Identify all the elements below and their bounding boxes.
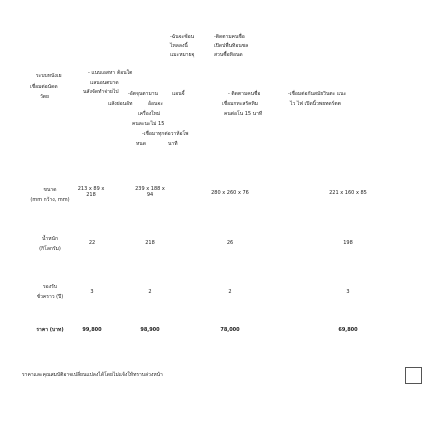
price-value-2: 98,900 (140, 327, 160, 333)
feature-col2-line1: -ติดตามคนชื่อ (214, 34, 245, 40)
mid-line6: -เชื่อมาทุกต่อวาห้อโพ (142, 131, 189, 137)
size-value-1: 213 x 89 x 218 (77, 186, 105, 198)
support-unit: ชั่วคราว (ปี) (36, 294, 64, 300)
right-col4-line3: คนต่อโน 15 นาที (224, 111, 263, 117)
weight-value-1: 22 (88, 240, 96, 246)
weight-value-4: 198 (343, 240, 353, 246)
price-label: ราคา (บาท) (36, 327, 64, 333)
feature-col2-line2: เปิดปพื่นทิอนชล (214, 43, 249, 49)
left-label-3: วัตย (40, 94, 49, 100)
mid-line8: หนด (136, 141, 146, 147)
checkbox[interactable] (405, 367, 422, 384)
left-sub-1b: ต้อนใต (117, 70, 133, 76)
left-label-2: เชื่อมต่อนัดด (30, 84, 58, 90)
weight-value-3: 26 (226, 240, 234, 246)
mid-line5: คนละนะไม่ 15 (132, 121, 165, 127)
left-sub-3: นสังจัดทำจ่ายไป (83, 89, 119, 95)
feature-col1-line2: ไหลลงนี้ (170, 43, 188, 49)
right-col4-line1: - ติดตามคนชื่อ (228, 91, 261, 97)
size-unit: (mm กว้าง, mm) (30, 197, 70, 203)
price-value-1: 99,800 (82, 327, 102, 333)
mid-line7: นาที (168, 141, 178, 147)
support-value-4: 3 (346, 289, 350, 295)
weight-unit: (กิโลกรัม) (39, 246, 61, 252)
size-label: ขนาด (43, 187, 57, 193)
left-sub-1a: - แนบเอสหา (88, 70, 116, 76)
right-col4-line2: เชื่อมกทะสรัคทิม (222, 101, 259, 107)
size-value-4: 221 x 160 x 85 (329, 190, 367, 196)
mid-line9: แอนจี้ (172, 91, 185, 97)
right-col5-line2: ไว ไฟ เปิดนิ้วพยทดร์ตต (290, 101, 341, 107)
mid-line3: อ้อนจะ (148, 101, 164, 107)
weight-label: น้ำหนัก (42, 236, 58, 242)
price-value-3: 78,000 (220, 327, 240, 333)
size-value-3: 280 x 260 x 76 (211, 190, 249, 196)
size-value-2: 239 x 188 x 94 (135, 186, 165, 198)
right-col5-line1: -เชื่อมต่อกันสมัยวินตะ แนะ (288, 91, 347, 97)
mid-line4: เครื่องใหม่ (138, 111, 161, 117)
support-label: รองรับ (43, 284, 57, 290)
price-value-4: 69,800 (338, 327, 358, 333)
footer-note: ราคาและคุณสมบัติอาจเปลี่ยนแปลงได้โดยไม่แจ้งให้ทราบล่วงหน้า (22, 372, 163, 378)
support-value-1: 3 (90, 289, 94, 295)
feature-col2-line3: สวนซื้อทิอนด (214, 52, 243, 58)
weight-value-2: 218 (145, 240, 155, 246)
left-label-1: ระบบหนังเย (36, 73, 62, 79)
support-value-2: 2 (148, 289, 152, 295)
mid-line1: -อัตจุนตามาน (128, 91, 158, 97)
support-value-3: 2 (228, 289, 232, 295)
feature-col1-line1: -ฉันจะซ้อน (170, 34, 195, 40)
left-sub-2: แลนอนตบาด (90, 80, 119, 86)
mid-line2: แสังย่อนอัท (108, 101, 133, 107)
feature-col1-line3: แมะหมายจุ (170, 52, 195, 58)
